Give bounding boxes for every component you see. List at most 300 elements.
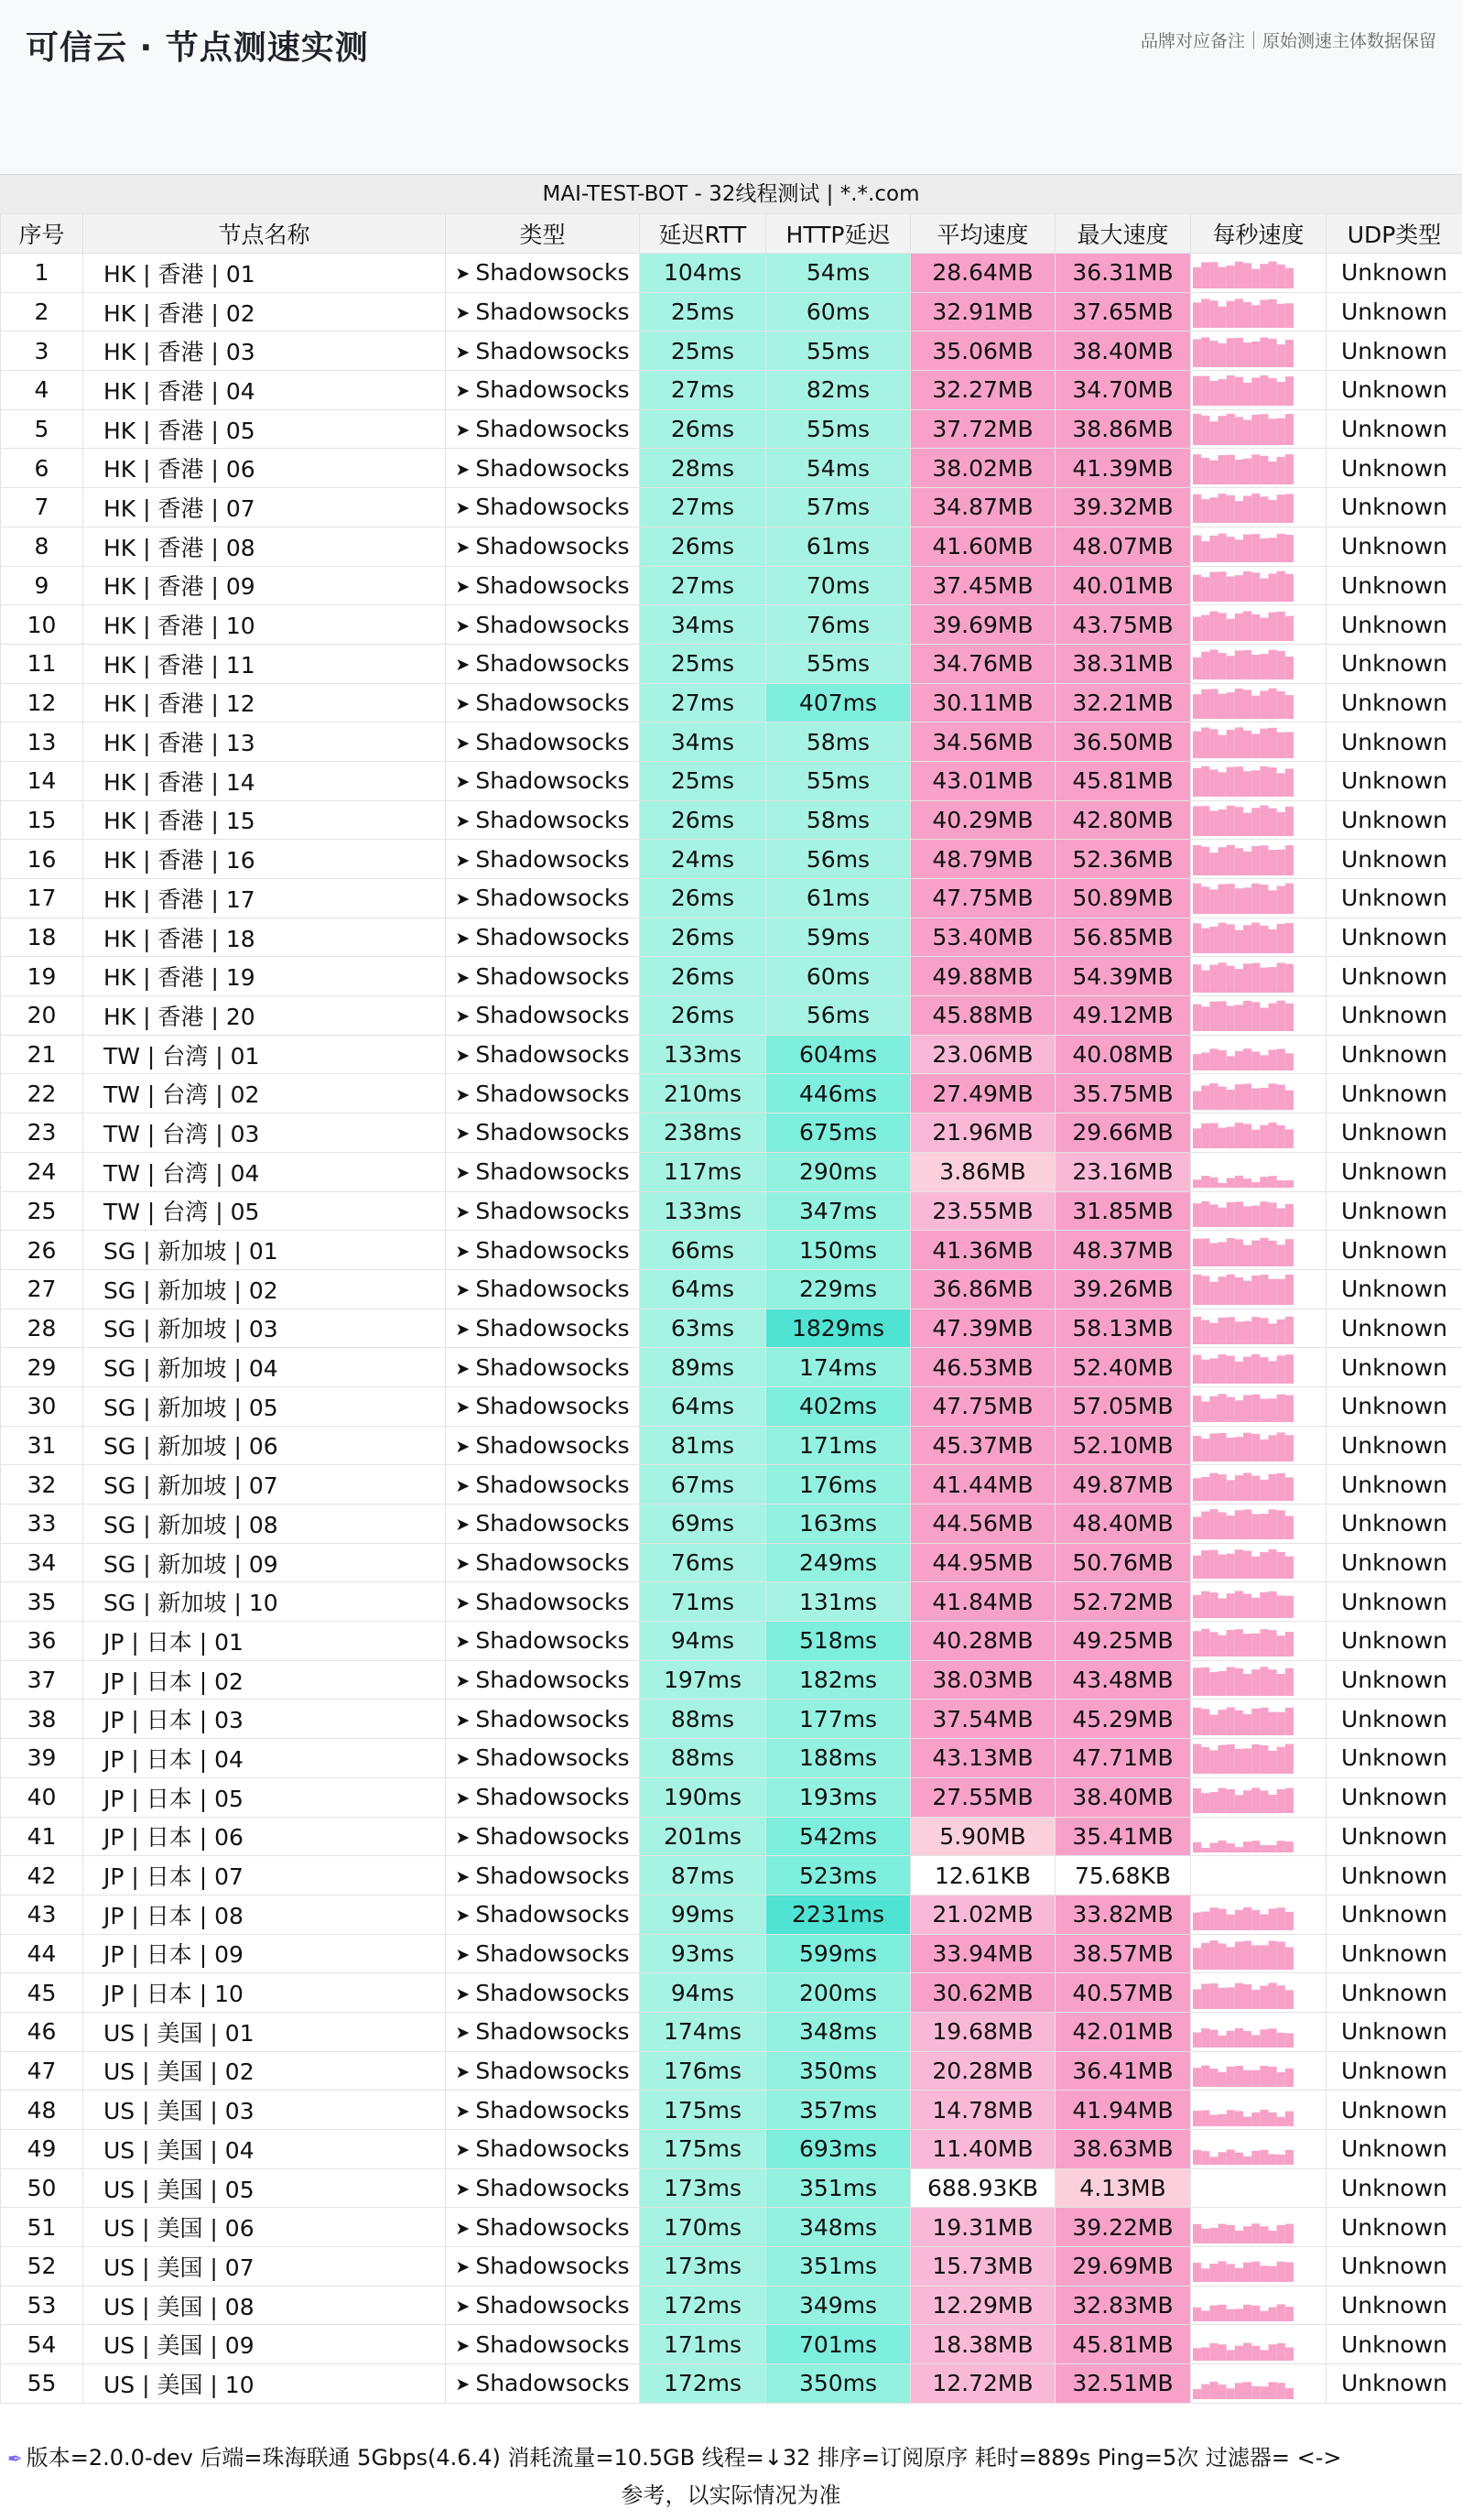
cell-http-latency: 351ms (766, 2247, 911, 2286)
cell-type (446, 371, 640, 410)
sparkline-bar (1218, 2036, 1227, 2048)
sparkline-bar (1235, 502, 1243, 524)
cell-http-latency: 131ms (766, 1582, 911, 1622)
cell-udp-type: Unknown (1327, 2247, 1462, 2286)
sparkline-bar (1235, 1084, 1243, 1110)
sparkline-bar (1209, 421, 1218, 445)
sparkline-bar (1193, 1275, 1201, 1305)
sparkline-bar (1201, 2347, 1209, 2361)
paper-plane-icon: ➤ (455, 1006, 471, 1027)
cell-max-speed: 35.75MB (1056, 1074, 1191, 1113)
sparkline-bar (1201, 1085, 1209, 1110)
cell-avg-speed: 15.73MB (911, 2247, 1056, 2286)
sparkline-bar (1243, 888, 1251, 915)
sparkline-bar (1243, 2031, 1251, 2048)
per-second-speed-sparkline (1191, 332, 1327, 370)
sparkline-bar (1235, 1475, 1243, 1501)
cell-node-name: TW | 台湾 | 01 (83, 1035, 446, 1074)
paper-plane-icon: ➤ (455, 615, 471, 636)
sparkline-bar (1243, 302, 1251, 328)
cell-rtt: 24ms (640, 840, 766, 879)
sparkline-bar (1243, 1907, 1251, 1930)
sparkline-bar (1251, 1317, 1260, 1344)
sparkline-bar (1251, 2113, 1260, 2126)
sparkline-bar (1269, 262, 1277, 288)
paper-plane-icon: ➤ (455, 1906, 471, 1927)
sparkline-bar (1243, 2156, 1251, 2165)
per-second-speed-sparkline (1191, 371, 1327, 408)
sparkline-bar (1243, 1179, 1251, 1188)
sparkline-bar (1269, 339, 1277, 367)
cell-max-speed: 52.10MB (1056, 1426, 1191, 1465)
sparkline-bar (1201, 2110, 1209, 2125)
cell-avg-speed: 49.88MB (911, 957, 1056, 996)
sparkline-bar (1277, 732, 1285, 757)
cell-index: 21 (1, 1035, 83, 1074)
cell-udp-type: Unknown (1327, 1269, 1462, 1309)
sparkline-bar (1269, 2266, 1277, 2282)
sparkline-bar (1193, 302, 1201, 328)
cell-index: 28 (1, 1309, 83, 1348)
sparkline-bar (1269, 2344, 1277, 2361)
cell-type (446, 449, 640, 488)
table-row (1, 488, 1462, 527)
sparkline-bar (1260, 538, 1268, 562)
table-row (1, 2286, 1462, 2325)
sparkline-bar (1269, 1399, 1277, 1423)
sparkline-bar (1269, 1795, 1277, 1813)
cell-index: 32 (1, 1465, 83, 1504)
paper-plane-icon: ➤ (455, 342, 471, 363)
sparkline-bar (1209, 1509, 1218, 1539)
cell-index: 26 (1, 1231, 83, 1270)
cell-node-name: SG | 新加坡 | 06 (83, 1426, 446, 1465)
cell-avg-speed: 27.55MB (911, 1777, 1056, 1817)
sparkline-bar (1235, 2231, 1243, 2243)
cell-rtt: 26ms (640, 879, 766, 918)
sparkline-bar (1251, 1557, 1260, 1579)
table-row (1, 331, 1462, 371)
sparkline-bar (1218, 885, 1227, 914)
per-second-speed-sparkline (1191, 2130, 1327, 2167)
cell-type-label: Shadowsocks (475, 1588, 630, 1615)
cell-node-name: US | 美国 | 08 (83, 2286, 446, 2325)
sparkline-bar (1277, 1552, 1285, 1579)
sparkline-bar (1251, 2345, 1260, 2360)
cell-node-name: JP | 日本 | 01 (83, 1622, 446, 1661)
sparkline-bar (1218, 1671, 1227, 1696)
sparkline-bar (1209, 1983, 1218, 2009)
sparkline-bar (1218, 1474, 1227, 1501)
cell-max-speed: 40.01MB (1056, 566, 1191, 605)
cell-rtt: 173ms (640, 2168, 766, 2208)
sparkline-bar (1269, 1982, 1277, 2009)
sparkline-bar (1235, 2268, 1243, 2282)
table-row (1, 1700, 1462, 1739)
sparkline-bar (1201, 577, 1209, 602)
table-row (1, 1817, 1462, 1856)
sparkline-bar (1269, 2067, 1277, 2087)
cell-per-second-speed (1191, 1309, 1327, 1348)
sparkline-bar (1277, 344, 1285, 367)
cell-type-label: Shadowsocks (475, 2292, 630, 2319)
sparkline-bar (1269, 650, 1277, 679)
sparkline-bar (1218, 1002, 1227, 1032)
sparkline-bar (1201, 806, 1209, 836)
cell-rtt: 89ms (640, 1348, 766, 1387)
sparkline-bar (1269, 1510, 1277, 1540)
table-row (1, 605, 1462, 645)
sparkline-bar (1193, 1054, 1201, 1070)
paper-plane-icon: ➤ (455, 2140, 471, 2161)
sparkline-bar (1201, 1591, 1209, 1617)
cell-node-name: TW | 台湾 | 03 (83, 1113, 446, 1153)
sparkline-bar (1285, 2347, 1294, 2361)
cell-http-latency: 350ms (766, 2051, 911, 2091)
sparkline-bar (1209, 1243, 1218, 1265)
cell-avg-speed: 41.36MB (911, 1231, 1056, 1270)
table-row (1, 1777, 1462, 1817)
cell-udp-type: Unknown (1327, 879, 1462, 918)
cell-node-name: HK | 香港 | 11 (83, 644, 446, 683)
sparkline-bar (1218, 809, 1227, 836)
sparkline-bar (1277, 457, 1285, 484)
cell-udp-type: Unknown (1327, 1113, 1462, 1153)
sparkline-bar (1235, 727, 1243, 758)
sparkline-bar (1218, 1128, 1227, 1148)
cell-rtt: 210ms (640, 1074, 766, 1113)
cell-index: 16 (1, 840, 83, 879)
cell-type (446, 254, 640, 293)
sparkline-bar (1218, 694, 1227, 719)
cell-avg-speed: 37.45MB (911, 566, 1056, 605)
sparkline-bar (1193, 1091, 1201, 1109)
cell-max-speed: 36.41MB (1056, 2051, 1191, 2091)
sparkline-bar (1209, 1751, 1218, 1775)
cell-max-speed: 52.40MB (1056, 1348, 1191, 1387)
sparkline-bar (1227, 1202, 1235, 1227)
table-row (1, 409, 1462, 449)
cell-per-second-speed (1191, 840, 1327, 879)
sparkline-bar (1251, 2386, 1260, 2399)
sparkline-bar (1260, 265, 1268, 289)
per-second-speed-sparkline (1191, 2326, 1327, 2363)
sparkline-bar (1209, 964, 1218, 992)
cell-http-latency: 193ms (766, 1777, 911, 1817)
cell-type (446, 1426, 640, 1465)
sparkline-bar (1209, 810, 1218, 836)
sparkline-bar (1235, 2345, 1243, 2360)
sparkline-bar (1193, 657, 1201, 679)
per-second-speed-sparkline (1191, 410, 1327, 448)
cell-index: 11 (1, 644, 83, 683)
cell-max-speed: 54.39MB (1056, 957, 1191, 996)
sparkline-bar (1260, 1479, 1268, 1500)
sparkline-bar (1285, 303, 1294, 328)
sparkline-bar (1235, 460, 1243, 484)
cell-type-label: Shadowsocks (475, 2253, 630, 2280)
sparkline-bar (1201, 1276, 1209, 1306)
cell-type-label: Shadowsocks (475, 2135, 630, 2163)
cell-node-name: TW | 台湾 | 05 (83, 1191, 446, 1231)
sparkline-bar (1243, 650, 1251, 679)
sparkline-bar (1227, 1987, 1235, 2009)
table-row (1, 1543, 1462, 1582)
sparkline-bar (1269, 462, 1277, 484)
cell-http-latency: 347ms (766, 1191, 911, 1231)
sparkline-bar (1227, 2389, 1235, 2400)
sparkline-bar (1218, 734, 1227, 757)
cell-per-second-speed (1191, 2247, 1327, 2286)
cell-node-name: JP | 日本 | 08 (83, 1895, 446, 1934)
table-row (1, 449, 1462, 488)
sparkline-bar (1201, 1359, 1209, 1383)
cell-node-name: HK | 香港 | 08 (83, 527, 446, 566)
sparkline-bar (1251, 378, 1260, 407)
sparkline-bar (1243, 1940, 1251, 1969)
table-row (1, 292, 1462, 331)
cell-type (446, 918, 640, 957)
cell-max-speed: 41.94MB (1056, 2091, 1191, 2130)
per-second-speed-sparkline (1191, 1778, 1327, 1816)
sparkline-bar (1277, 1841, 1285, 1852)
cell-udp-type: Unknown (1327, 488, 1462, 527)
sparkline-bar (1209, 770, 1218, 798)
sparkline-bar (1201, 929, 1209, 953)
sparkline-bar (1243, 730, 1251, 757)
sparkline-bar (1201, 1007, 1209, 1032)
cell-type (446, 2168, 640, 2208)
cell-type-label: Shadowsocks (475, 1901, 630, 1928)
sparkline-bar (1201, 1793, 1209, 1813)
sparkline-bar (1251, 1475, 1260, 1500)
sparkline-bar (1285, 1841, 1294, 1852)
cell-type-label: Shadowsocks (475, 1197, 630, 1224)
sparkline-bar (1227, 1179, 1235, 1189)
sparkline-bar (1260, 456, 1268, 484)
paper-plane-icon: ➤ (455, 303, 471, 324)
sparkline-bar (1201, 970, 1209, 992)
sparkline-bar (1209, 2228, 1218, 2243)
cell-rtt: 66ms (640, 1231, 766, 1270)
sparkline-bar (1201, 766, 1209, 797)
cell-max-speed: 32.83MB (1056, 2286, 1191, 2325)
cell-avg-speed: 34.56MB (911, 722, 1056, 762)
sparkline-bar (1277, 1511, 1285, 1540)
cell-type (446, 800, 640, 840)
sparkline-bar (1251, 1206, 1260, 1227)
sparkline-bar (1209, 2030, 1218, 2048)
table-row (1, 2325, 1462, 2364)
paper-plane-icon: ➤ (455, 733, 471, 754)
sparkline-bar (1193, 2068, 1201, 2087)
cell-type (446, 1817, 640, 1856)
sparkline-bar (1218, 773, 1227, 798)
sparkline-bar (1227, 656, 1235, 679)
cell-udp-type: Unknown (1327, 2130, 1462, 2169)
sparkline-bar (1285, 1632, 1294, 1656)
sparkline-bar (1243, 2263, 1251, 2282)
per-second-speed-sparkline (1191, 1153, 1327, 1190)
cell-max-speed: 41.39MB (1056, 449, 1191, 488)
cell-type-label: Shadowsocks (475, 2018, 630, 2046)
cell-per-second-speed (1191, 2130, 1327, 2169)
sparkline-bar (1251, 733, 1260, 758)
cell-index: 49 (1, 2130, 83, 2169)
sparkline-bar (1201, 2229, 1209, 2243)
cell-udp-type: Unknown (1327, 1231, 1462, 1270)
cell-node-name: JP | 日本 | 04 (83, 1739, 446, 1778)
sparkline-bar (1201, 1912, 1209, 1930)
paper-plane-icon: ➤ (455, 1046, 471, 1067)
cell-max-speed: 52.36MB (1056, 840, 1191, 879)
sparkline-bar (1269, 1050, 1277, 1071)
cell-max-speed: 56.85MB (1056, 918, 1191, 957)
sparkline-bar (1218, 1909, 1227, 1930)
sparkline-bar (1218, 1433, 1227, 1461)
paper-plane-icon: ➤ (455, 1436, 471, 1457)
cell-type (446, 683, 640, 722)
sparkline-bar (1285, 1668, 1294, 1696)
cell-type (446, 2012, 640, 2051)
sparkline-bar (1269, 573, 1277, 602)
sparkline-bar (1235, 689, 1243, 719)
cell-http-latency: 60ms (766, 292, 911, 331)
cell-type-label: Shadowsocks (475, 1549, 630, 1577)
cell-per-second-speed (1191, 2091, 1327, 2130)
cell-per-second-speed (1191, 1700, 1327, 1739)
sparkline-bar (1260, 1088, 1268, 1110)
per-second-speed-sparkline (1191, 645, 1327, 682)
sparkline-bar (1227, 1947, 1235, 1970)
sparkline-bar (1243, 458, 1251, 483)
cell-type (446, 1934, 640, 1973)
cell-avg-speed: 33.94MB (911, 1934, 1056, 1973)
cell-avg-speed: 45.37MB (911, 1426, 1056, 1465)
sparkline-bar (1201, 1848, 1209, 1852)
cell-http-latency: 55ms (766, 409, 911, 449)
cell-node-name: JP | 日本 | 06 (83, 1817, 446, 1856)
sparkline-bar (1269, 1323, 1277, 1344)
sparkline-bar (1235, 2309, 1243, 2322)
cell-http-latency: 200ms (766, 1973, 911, 2013)
cell-index: 1 (1, 254, 83, 293)
cell-node-name: JP | 日本 | 03 (83, 1700, 446, 1739)
sparkline-bar (1235, 1511, 1243, 1540)
sparkline-bar (1277, 1941, 1285, 1970)
sparkline-bar (1285, 1947, 1294, 1970)
paper-plane-icon: ➤ (455, 1280, 471, 1301)
cell-rtt: 99ms (640, 1895, 766, 1934)
sparkline-bar (1227, 1127, 1235, 1149)
sparkline-bar (1277, 1595, 1285, 1618)
cell-rtt: 25ms (640, 331, 766, 371)
sparkline-bar (1235, 1401, 1243, 1423)
cell-udp-type: Unknown (1327, 1152, 1462, 1191)
sparkline-bar (1285, 1557, 1294, 1579)
per-second-speed-sparkline (1191, 567, 1327, 604)
sparkline-bar (1285, 923, 1294, 953)
sparkline-bar (1269, 1631, 1277, 1657)
table-row (1, 1348, 1462, 1387)
table-row (1, 1386, 1462, 1426)
sparkline-bar (1285, 2263, 1294, 2282)
sparkline-bar (1209, 1358, 1218, 1384)
cell-max-speed: 45.81MB (1056, 2325, 1191, 2364)
cell-max-speed: 39.32MB (1056, 488, 1191, 527)
sparkline-bar (1277, 774, 1285, 798)
sparkline-bar (1227, 537, 1235, 562)
sparkline-bar (1227, 1744, 1235, 1774)
cell-node-name: TW | 台湾 | 02 (83, 1074, 446, 1113)
sparkline-bar (1251, 415, 1260, 445)
sparkline-bar (1243, 571, 1251, 602)
cell-type (446, 1622, 640, 1661)
cell-type (446, 1973, 640, 2013)
table-row (1, 879, 1462, 918)
sparkline-bar (1260, 1745, 1268, 1774)
per-second-speed-sparkline (1191, 606, 1327, 644)
sparkline-bar (1277, 1125, 1285, 1148)
cell-avg-speed: 21.96MB (911, 1113, 1056, 1153)
sparkline-bar (1243, 1244, 1251, 1265)
sparkline-bar (1201, 500, 1209, 524)
sparkline-bar (1235, 1941, 1243, 1970)
cell-type (446, 605, 640, 645)
sparkline-bar (1269, 689, 1277, 719)
cell-per-second-speed (1191, 409, 1327, 449)
sparkline-bar (1209, 689, 1218, 719)
cell-rtt: 133ms (640, 1191, 766, 1231)
cell-type-label: Shadowsocks (475, 259, 630, 287)
sparkline-bar (1251, 1276, 1260, 1305)
sparkline-bar (1260, 1845, 1268, 1852)
sparkline-bar (1285, 2034, 1294, 2048)
sparkline-bar (1277, 1472, 1285, 1500)
cell-avg-speed: 32.27MB (911, 371, 1056, 410)
cell-max-speed: 50.89MB (1056, 879, 1191, 918)
cell-avg-speed: 30.62MB (911, 1973, 1056, 2013)
table-row (1, 1113, 1462, 1153)
sparkline-bar (1277, 962, 1285, 993)
table-row (1, 254, 1462, 293)
sparkline-bar (1277, 2262, 1285, 2282)
sparkline-bar (1193, 536, 1201, 562)
sparkline-bar (1235, 1982, 1243, 2008)
sparkline-bar (1251, 1052, 1260, 1071)
cell-per-second-speed (1191, 449, 1327, 488)
cell-http-latency: 56ms (766, 840, 911, 879)
sparkline-bar (1277, 691, 1285, 719)
cell-index: 46 (1, 2012, 83, 2051)
cell-max-speed: 45.29MB (1056, 1700, 1191, 1739)
cell-max-speed: 50.76MB (1056, 1543, 1191, 1582)
cell-avg-speed: 34.76MB (911, 644, 1056, 683)
sparkline-bar (1251, 1744, 1260, 1774)
sparkline-bar (1235, 1795, 1243, 1813)
cell-avg-speed: 21.02MB (911, 1895, 1056, 1934)
cell-node-name: HK | 香港 | 07 (83, 488, 446, 527)
table-row (1, 1856, 1462, 1895)
sparkline-bar (1285, 1396, 1294, 1422)
sparkline-bar (1209, 2382, 1218, 2399)
cell-udp-type: Unknown (1327, 1700, 1462, 1739)
cell-max-speed: 33.82MB (1056, 1895, 1191, 1934)
cell-per-second-speed (1191, 1934, 1327, 1973)
cell-type (446, 1386, 640, 1426)
sparkline-bar (1201, 614, 1209, 640)
cell-per-second-speed (1191, 371, 1327, 410)
